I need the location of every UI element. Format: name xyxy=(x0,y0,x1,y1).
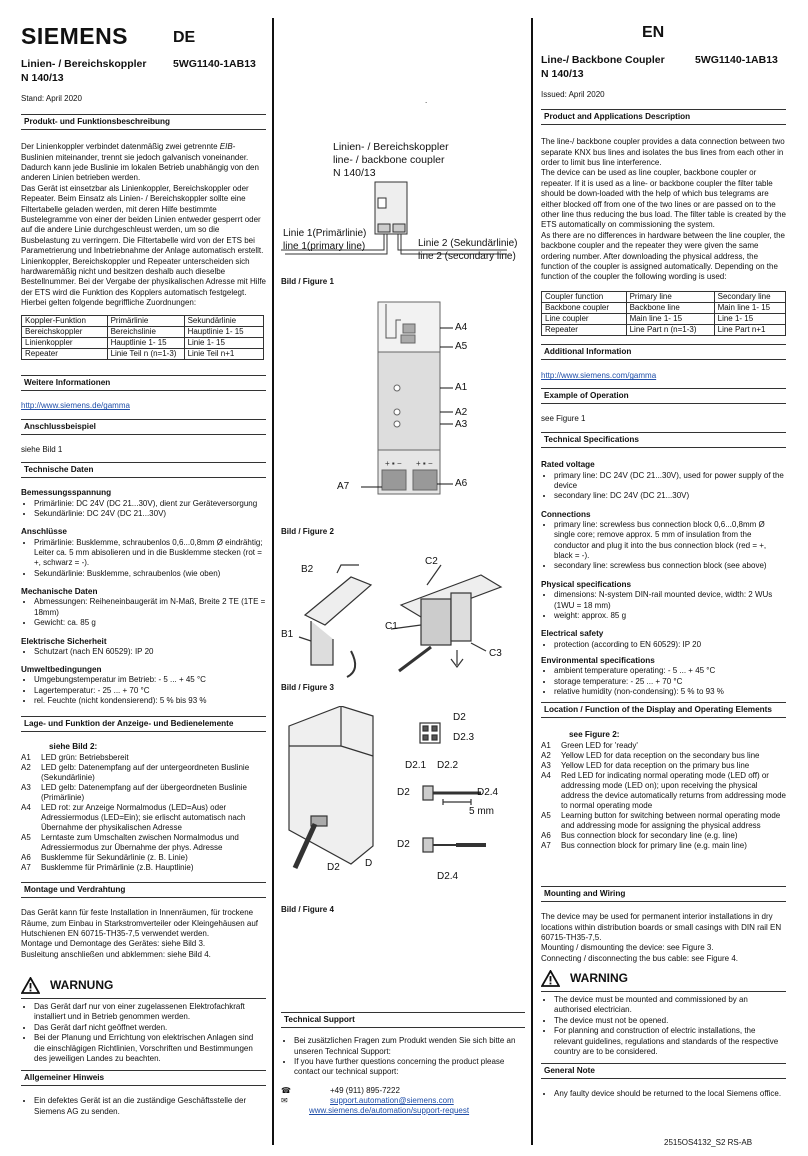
table-cell: Backbone coupler xyxy=(542,302,627,313)
gamma-link-en[interactable]: http://www.siemens.com/gamma xyxy=(541,371,657,381)
gamma-link-de[interactable]: http://www.siemens.de/gamma xyxy=(21,401,130,411)
table-cell: Repeater xyxy=(22,348,108,359)
safety-list xyxy=(21,647,266,657)
table-header-row xyxy=(542,291,786,302)
section-heading: Allgemeiner Hinweis xyxy=(21,1070,266,1086)
list-item: • ambient temperature operating: - 5 ... + 45 °C xyxy=(554,666,786,676)
list-item: • Sekundärlinie: Busklemme, schraubenlos (wie oben) xyxy=(34,569,266,579)
product-title-line1: Linien- / Bereichskoppler xyxy=(21,58,147,70)
dot-mark: . xyxy=(425,96,428,105)
list-item: • Das Gerät darf nicht geöffnet werden. xyxy=(34,1023,266,1033)
label-line: Linie 1(Primärlinie) xyxy=(283,228,367,239)
led-text: Busklemme für Sekundärlinie (z. B. Linie) xyxy=(41,852,188,862)
example-text: siehe Bild 1 xyxy=(21,445,63,455)
list-item: • Das Gerät darf nur von einer zugelassenen Elektrofachkraft installiert und in Betrieb genommen werden. xyxy=(34,1002,266,1023)
figure-2-label: A6 xyxy=(455,478,468,489)
list-item: • Gewicht: ca. 85 g xyxy=(34,618,266,628)
table-row xyxy=(22,337,264,348)
table-cell: Line 1- 15 xyxy=(714,313,785,324)
list-item: • Sekundärlinie: DC 24V (DC 21...30V) xyxy=(34,509,266,519)
led-key: A6 xyxy=(541,830,551,840)
table-cell: Bereichskoppler xyxy=(22,326,108,337)
figure-4-label: D2 xyxy=(397,787,410,798)
table-row xyxy=(542,302,786,313)
led-key: A4 xyxy=(21,802,31,812)
list-item: • Bei der Planung und Errichtung von elektrischen Anlagen sind die einschlägigen Richtlinien, Vorschriften und Bestimmungen des jeweiligen Landes zu beachten. xyxy=(34,1033,266,1064)
figure-4-label: D xyxy=(365,858,373,869)
mounting-text: The device may be used for permanent interior installations in dry locations within distribution boards or small casings with DIN rail EN 60715-TH35-7,5. xyxy=(541,912,782,943)
figure-2-label: A5 xyxy=(455,341,468,352)
order-number-en: 5WG1140-1AB13 xyxy=(695,54,778,66)
support-web-link[interactable]: www.siemens.de/automation/support-request xyxy=(309,1105,470,1115)
list-item: • Schutzart (nach EN 60529): IP 20 xyxy=(34,647,266,657)
led-key: A7 xyxy=(541,840,551,850)
table-cell: Backbone line xyxy=(626,302,714,313)
table-row xyxy=(542,324,786,335)
issue-date-de: Stand: April 2020 xyxy=(21,94,82,103)
table-cell: Main line 1- 15 xyxy=(714,302,785,313)
figure-reference: siehe Bild 2: xyxy=(49,742,98,752)
support-email-link[interactable]: support.automation@siemens.com xyxy=(330,1095,454,1105)
section-heading: General Note xyxy=(541,1063,786,1079)
list-item: • The device must not be opened. xyxy=(554,1016,786,1026)
table-cell: Line Part n (n=1-3) xyxy=(626,324,714,335)
subheading: Mechanische Daten xyxy=(21,587,98,597)
product-description: The device can be used as line coupler, backbone coupler or repeater. If it is used as a line- or backbone coupler the filter table should be down-loaded with the help of which bus telegrams are either blocked off from one of the two lines or are passed on to the other line thus reducing the bus load. The filter table is created by the ETS automatically on commissioning the system. xyxy=(541,168,786,230)
figure-3-label: B2 xyxy=(301,564,314,575)
language-tag-en: EN xyxy=(642,24,665,41)
led-item xyxy=(21,803,266,833)
led-item xyxy=(21,853,266,863)
table-header-row xyxy=(22,315,264,326)
figure-3-label: B1 xyxy=(281,629,294,640)
table-cell: Repeater xyxy=(542,324,627,335)
led-text: Busklemme für Primärlinie (z.B. Hauptlinie) xyxy=(41,862,194,872)
led-text: Bus connection block for primary line (e.g. main line) xyxy=(561,840,747,850)
led-key: A1 xyxy=(541,740,551,750)
led-item xyxy=(541,761,786,771)
figure-2-label: A7 xyxy=(337,481,350,492)
figure-4-label: 5 mm xyxy=(469,806,494,817)
figure-2-device-front xyxy=(341,300,541,505)
led-key: A2 xyxy=(21,762,31,772)
mounting-text: Das Gerät kann für feste Installation in Innenräumen, für trockene Räume, zum Einbau in Starkstromverteiler oder Kleingehäusen auf Hutschienen EN 60715-TH35-7,5 verwendet werden. xyxy=(21,908,259,939)
figure-4-label: D2.1 xyxy=(405,760,427,771)
table-header-cell: Primary line xyxy=(626,291,714,302)
led-text: Green LED for 'ready' xyxy=(561,740,638,750)
figure-4-label: D2.2 xyxy=(437,760,459,771)
led-text: Bus connection block for secondary line (e.g. line) xyxy=(561,830,738,840)
product-title-line2: N 140/13 xyxy=(21,71,64,84)
list-item: • Primärlinie: Busklemme, schraubenlos 0,6...0,8mm Ø eindrähtig; Leiter ca. 5 mm abisolieren und in die Busklemme stecken (rot = +, schwarz = -). xyxy=(34,538,266,569)
column-divider-right xyxy=(531,18,533,1145)
led-item xyxy=(21,863,266,873)
product-description: As there are no differences in hardware between the line coupler, the backbone coupler and the repeater they were given the same ordering number. After downloading the physical address, the function of the coupler is assigned automatically. Depending on the function of the coupler the following wording is used: xyxy=(541,230,786,282)
led-item xyxy=(541,741,786,751)
section-heading: Weitere Informationen xyxy=(21,375,266,391)
section-heading: Technical Specifications xyxy=(541,432,786,448)
issue-date-en: Issued: April 2020 xyxy=(541,90,605,99)
table-cell: Bereichslinie xyxy=(107,326,184,337)
table-cell: Linie 1- 15 xyxy=(184,337,263,348)
list-item: • Bei zusätzlichen Fragen zum Produkt wenden Sie sich bitte an unseren Technical Support: xyxy=(294,1036,525,1057)
led-key: A4 xyxy=(541,770,551,780)
list-item: • dimensions: N-system DIN-rail mounted device, width: 2 WUs (1WU = 18 mm) xyxy=(554,590,786,611)
table-cell: Linie Teil n (n=1-3) xyxy=(107,348,184,359)
led-text: Lerntaste zum Umschalten zwischen Normalmodus und Adressiermodus zur Übernahme der phys. Adresse xyxy=(41,832,239,852)
led-text: Yellow LED for data reception on the secondary bus line xyxy=(561,750,760,760)
subheading: Umweltbedingungen xyxy=(21,665,102,675)
example-text: see Figure 1 xyxy=(541,414,586,424)
figure-4-label: D2.4 xyxy=(477,787,499,798)
list-item: • primary line: screwless bus connection block 0,6...0,8mm Ø single core; remove approx. 5 mm of insulation from the conductor and plug it into the bus connection block (red = +, black = -). xyxy=(554,520,786,562)
led-text: Red LED for indicating normal operating mode (LED off) or addressing mode (LED on); upon receiving the physical address the device automatically returns from addressing mode to normal operating mode xyxy=(561,770,786,810)
led-key: A5 xyxy=(541,810,551,820)
support-list xyxy=(281,1036,525,1078)
figure-4-label: D2 xyxy=(453,712,466,723)
led-text: LED gelb: Datenempfang auf der übergeordneten Buslinie (Primärlinie) xyxy=(41,782,247,802)
led-item xyxy=(541,751,786,761)
led-text: Learning button for switching between normal operating mode and addressing mode for assigning the physical address xyxy=(561,810,781,830)
list-item: • If you have further questions concerning the product please contact our technical support: xyxy=(294,1057,525,1078)
subheading: Elektrische Sicherheit xyxy=(21,636,107,646)
led-key: A3 xyxy=(21,782,31,792)
general-list xyxy=(541,1089,786,1099)
product-description: Das Gerät ist einsetzbar als Linienkoppler, Bereichskoppler oder Repeater. Beim Einsatz als Linien- / Bereichskoppler sollte eine Filtertabelle geladen werden, mit deren Hilfe bestimmte Bustelegramme von einer der beiden Linien entweder gesperrt oder auf die andere Linie durchgeschleust werden, um so die Busbelastung zu verringern. Die Filtertabelle wird von der ETS bei Parametrierung und Inbetriebnahme der Anlage automatisch erstellt. Linienkoppler, Bereichskoppler und Repeater unterscheiden sich hardwaremäßig nicht und besitzen deshalb auch dieselbe Bestellnummer. Bei der Vergabe der physikalischen Adresse mit Hilfe der ETS wird die Funktion des Kopplers automatisch festgelegt. Hierbei gelten folgende begriffliche Zuordnungen: xyxy=(21,183,267,308)
figure-4-label: D2 xyxy=(327,862,340,873)
led-item xyxy=(21,783,266,803)
led-text: LED gelb: Datenempfang auf der untergeordneten Buslinie (Sekundärlinie) xyxy=(41,762,250,782)
list-item: • Any faulty device should be returned to the local Siemens office. xyxy=(554,1089,786,1099)
led-item xyxy=(21,833,266,853)
list-item: • Ein defektes Gerät ist an die zuständige Geschäftsstelle der Siemens AG zu senden. xyxy=(34,1096,266,1117)
section-heading: Produkt- und Funktionsbeschreibung xyxy=(21,114,266,130)
figure-1-title-line: line- / backbone coupler xyxy=(333,153,445,166)
power-list xyxy=(21,499,266,520)
figure-4-label: D2.4 xyxy=(437,871,459,882)
figure-1-title xyxy=(333,141,449,179)
mounting-text: Mounting / dismounting the device: see Figure 3. xyxy=(541,943,714,953)
svg-text:+ ▪ −: + ▪ − xyxy=(416,459,433,468)
list-item: • storage temperature: - 25 ... + 70 °C xyxy=(554,677,786,687)
text-span: -Buslinien miteinander, trennt sie jedoch galvanisch voneinander. Dadurch kann jede Buslinie im lokalen Betrieb unabhängig von den anderen Linien betrieben werden. xyxy=(21,142,259,183)
figure-2-label: A1 xyxy=(455,382,468,393)
warning-title: WARNING xyxy=(570,971,628,985)
safety-list xyxy=(541,640,786,650)
led-item xyxy=(541,771,786,811)
mail-icon: ✉ xyxy=(281,1095,288,1105)
table-cell: Linie Teil n+1 xyxy=(184,348,263,359)
warning-header xyxy=(541,970,786,987)
subheading: Physical specifications xyxy=(541,579,632,589)
order-number-de: 5WG1140-1AB13 xyxy=(173,58,256,70)
text-emphasis: EIB xyxy=(219,142,233,152)
web-row xyxy=(281,1106,525,1116)
column-divider-left xyxy=(272,18,274,1145)
text-span: Der Linienkoppler verbindet datenmäßig zwei getrennte xyxy=(21,142,220,152)
list-item: • weight: approx. 85 g xyxy=(554,611,786,621)
product-description: The line-/ backbone coupler provides a data connection between two separate KNX bus lines and isolates the bus lines from each other in order to limit bus line interference. xyxy=(541,137,785,168)
table-cell: Line coupler xyxy=(542,313,627,324)
section-heading: Location / Function of the Display and Operating Elements xyxy=(541,702,786,718)
list-item: • relative humidity (non-condensing): 5 % to 93 % xyxy=(554,687,786,697)
subheading: Connections xyxy=(541,509,591,519)
subheading: Electrical safety xyxy=(541,629,604,639)
figure-2-label: A2 xyxy=(455,407,468,418)
led-key: A5 xyxy=(21,832,31,842)
mechanical-list xyxy=(21,597,266,628)
figure-3-caption: Bild / Figure 3 xyxy=(281,683,334,692)
led-key: A6 xyxy=(21,852,31,862)
section-heading: Technische Daten xyxy=(21,462,266,478)
table-header-cell: Coupler function xyxy=(542,291,627,302)
environment-list xyxy=(541,666,786,697)
list-item: • Primärlinie: DC 24V (DC 21...30V), dient zur Geräteversorgung xyxy=(34,499,266,509)
product-title-en xyxy=(541,54,665,81)
subheading: Bemessungsspannung xyxy=(21,488,112,498)
primary-line-label xyxy=(283,228,366,253)
table-row xyxy=(22,348,264,359)
table-row xyxy=(22,326,264,337)
led-text: Yellow LED for data reception on the primary bus line xyxy=(561,760,750,770)
phone-row xyxy=(281,1086,525,1096)
physical-list xyxy=(541,590,786,621)
figure-3-label: C2 xyxy=(425,556,438,567)
section-heading: Technical Support xyxy=(281,1012,525,1028)
led-text: LED rot: zur Anzeige Normalmodus (LED=Aus) oder Adressiermodus (LED=Ein); sie erlischt automatisch nach Übernahme der physikalischen Adresse xyxy=(41,802,246,832)
figure-2-label: A3 xyxy=(455,419,468,430)
figure-2-label: A4 xyxy=(455,322,468,333)
section-heading: Montage und Verdrahtung xyxy=(21,882,266,898)
section-heading: Product and Applications Description xyxy=(541,109,786,125)
email-row xyxy=(281,1096,525,1106)
warning-header xyxy=(21,977,266,994)
figure-3-label: C3 xyxy=(489,648,502,659)
led-item xyxy=(541,841,786,851)
label-line: line 2 (secondary line) xyxy=(418,250,516,262)
subheading: Rated voltage xyxy=(541,460,595,470)
product-title-de xyxy=(21,58,146,85)
subheading: Anschlüsse xyxy=(21,527,67,537)
table-header-cell: Primärlinie xyxy=(107,315,184,326)
led-key: A2 xyxy=(541,750,551,760)
document-code: 2515OS4132_S2 RS-AB xyxy=(664,1138,753,1147)
phone-number: +49 (911) 895-7222 xyxy=(330,1085,400,1095)
led-key: A7 xyxy=(21,862,31,872)
secondary-line-label xyxy=(418,238,518,263)
figure-3-label: C1 xyxy=(385,621,398,632)
label-line: line 1(primary line) xyxy=(283,240,366,252)
coupler-table xyxy=(21,315,264,360)
mounting-text: Montage und Demontage des Gerätes: siehe Bild 3. xyxy=(21,939,206,949)
table-header-cell: Sekundärlinie xyxy=(184,315,263,326)
list-item: • Abmessungen: Reiheneinbaugerät im N-Maß, Breite 2 TE (1TE = 18mm) xyxy=(34,597,266,618)
language-tag-de: DE xyxy=(173,29,196,46)
general-list xyxy=(21,1096,266,1117)
figure-4-label: D2.3 xyxy=(453,732,475,743)
figure-1-caption: Bild / Figure 1 xyxy=(281,277,334,286)
led-item xyxy=(21,763,266,783)
list-item: • protection (according to EN 60529): IP 20 xyxy=(554,640,786,650)
subheading: Environmental specifications xyxy=(541,655,655,665)
led-item xyxy=(541,811,786,831)
section-heading: Mounting and Wiring xyxy=(541,886,786,902)
connections-list xyxy=(541,520,786,572)
led-text: LED grün: Betriebsbereit xyxy=(41,752,129,762)
led-item xyxy=(541,831,786,841)
list-item: • primary line: DC 24V (DC 21...30V), used for power supply of the device xyxy=(554,471,786,492)
led-key: A3 xyxy=(541,760,551,770)
figure-4-label: D2 xyxy=(397,839,410,850)
svg-text:+ ▪ −: + ▪ − xyxy=(385,459,402,468)
product-description xyxy=(21,142,266,184)
product-title-line1: Line-/ Backbone Coupler xyxy=(541,54,665,66)
table-header-cell: Koppler-Funktion xyxy=(22,315,108,326)
section-heading: Lage- und Funktion der Anzeige- und Bedienelemente xyxy=(21,716,266,732)
table-cell: Line Part n+1 xyxy=(714,324,785,335)
led-key: A1 xyxy=(21,752,31,762)
mounting-text: Connecting / disconnecting the bus cable: see Figure 4. xyxy=(541,953,739,963)
list-item: • For planning and construction of electric installations, the relevant guidelines, regulations and standards of the respective country are to be considered. xyxy=(554,1026,786,1057)
section-heading: Example of Operation xyxy=(541,388,786,404)
phone-icon: ☎ xyxy=(281,1085,291,1095)
coupler-table xyxy=(541,291,786,336)
table-cell: Hauptlinie 1- 15 xyxy=(184,326,263,337)
siemens-logo: SIEMENS xyxy=(21,23,129,49)
warning-icon xyxy=(21,977,40,994)
environment-list xyxy=(21,675,266,706)
section-heading: Anschlussbeispiel xyxy=(21,419,266,435)
connections-list xyxy=(21,538,266,580)
figures-column xyxy=(281,0,525,1156)
figure-reference: see Figure 2: xyxy=(569,730,620,740)
list-item: • The device must be mounted and commissioned by an authorised electrician. xyxy=(554,995,786,1016)
list-item: • rel. Feuchte (nicht kondensierend): 5 % bis 93 % xyxy=(34,696,266,706)
led-item xyxy=(21,753,266,763)
list-item: • secondary line: screwless bus connection block (see above) xyxy=(554,561,786,571)
list-item: • secondary line: DC 24V (DC 21...30V) xyxy=(554,491,786,501)
figure-3-mounting-sketch xyxy=(281,555,525,680)
figure-1-title-line: N 140/13 xyxy=(333,166,376,179)
table-row xyxy=(542,313,786,324)
table-cell: Linienkoppler xyxy=(22,337,108,348)
product-title-line2: N 140/13 xyxy=(541,67,584,80)
section-heading: Additional Information xyxy=(541,344,786,360)
figure-2-caption: Bild / Figure 2 xyxy=(281,527,334,536)
mounting-text: Busleitung anschließen und abklemmen: siehe Bild 4. xyxy=(21,949,211,959)
table-header-cell: Secondary line xyxy=(714,291,785,302)
label-line: Linie 2 (Sekundärlinie) xyxy=(418,238,518,249)
table-cell: Main line 1- 15 xyxy=(626,313,714,324)
power-list xyxy=(541,471,786,502)
warning-list xyxy=(21,1002,266,1064)
list-item: • Umgebungstemperatur im Betrieb: - 5 ... + 45 °C xyxy=(34,675,266,685)
warning-list xyxy=(541,995,786,1057)
figure-4-caption: Bild / Figure 4 xyxy=(281,905,334,914)
warning-title: WARNUNG xyxy=(50,978,114,992)
warning-icon xyxy=(541,970,560,987)
table-cell: Hauptlinie 1- 15 xyxy=(107,337,184,348)
list-item: • Lagertemperatur: - 25 ... + 70 °C xyxy=(34,686,266,696)
figure-1-title-line: Linien- / Bereichskoppler xyxy=(333,141,449,153)
